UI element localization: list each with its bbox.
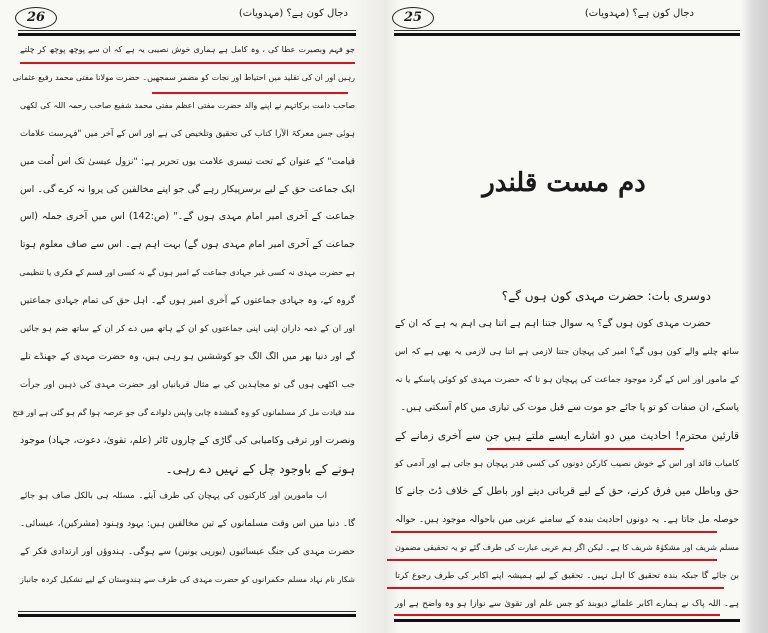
header-rule xyxy=(394,30,740,31)
text-line: کامیاب قائد اور اس کے خوش نصیب کارکن دونوں کی کسی قدر پہچان ہو جاتی ہے اور آدمی کو xyxy=(395,459,739,469)
red-underline xyxy=(152,92,348,94)
header-rule-thick xyxy=(394,33,740,36)
text-line: مند قیادت مل کر مسلمانوں کو وہ گمشدہ چابی واپس دلوادے گی جو عرصہ ہوا گم ہو گئی ہے اور فتح xyxy=(12,407,355,417)
running-header: دجال کون ہے؟ (مہدویات) xyxy=(584,8,694,19)
text-line: جماعت کے آخری امیر امام مہدی ہوں گے) بہت اہم ہے۔ اس سے صاف معلوم ہوتا xyxy=(20,239,355,251)
running-header: دجال کون ہے؟ (مہدویات) xyxy=(238,8,348,19)
text-line: اور ان کے ذمہ داران اپنی اپنی جماعتوں کو ان کے ہاتھ میں دے کر ان کے ساتھ ضم ہو جائیں xyxy=(20,324,355,334)
text-line: شکار نام نہاد مسلم حکمرانوں کو حضرت مہدی کی طرف سے ہندوستان کے لیے تشکیل کردہ جانباز xyxy=(20,575,355,585)
text-line: حوصلہ مل جاتا ہے۔ یہ دونوں احادیث بندہ کے سامنے عربی میں باحوالہ موجود ہیں۔ حوالہ xyxy=(395,515,739,525)
text-line: ہونے کے باوجود چل کے نہیں دے رہی۔ xyxy=(165,461,355,476)
text-line: جب اکٹھی ہوں گی تو مجاہدین کی بے مثال قربانیاں اور حضرت مہدی کی ذہین اور جرأت xyxy=(20,379,355,390)
text-line: رہیں اور ان کی تقلید میں احتیاط اور نجات کو مضمر سمجھیں۔ حضرت مولانا مفتی محمد رفیع عثمانی xyxy=(12,72,355,82)
red-underline xyxy=(387,559,717,561)
red-underline xyxy=(394,614,720,616)
text-line: اب مامورین اور کارکنوں کی پہچان کی طرف آیئے۔ مسئلہ ہی بالکل صاف ہو جائے xyxy=(20,491,327,502)
text-line: ہے۔ اللہ پاک نے ہمارے اکابر علمائے دیوبند کو جس علم اور تقویٰ سے نوازا ہو وہ واضح ہے اور xyxy=(395,599,739,609)
header-rule xyxy=(18,30,356,31)
footer-rule xyxy=(18,611,356,612)
text-line: ساتھ چلنے والے کون ہوں گے؟ امیر کی پہچان جتنا لازمی ہے اتنا ہی لازمی یہ بھی ہے کہ اس xyxy=(395,347,739,357)
text-line: جو فہم وبصیرت عطا کی ، وہ کامل ہے ہماری خوش نصیبی یہ ہے کہ ان سے پوچھ پوچھ کر چلتے xyxy=(20,45,355,54)
footer-rule-thick xyxy=(394,619,740,622)
red-underline xyxy=(387,587,724,589)
text-line: بن جائے گا جبکہ بندہ تحقیق کا اہل نہیں۔ تحقیق کے لیے ہمیشہ اپنے اکابر کی طرف رجوع کرتا xyxy=(395,571,739,581)
text-line: کے مامور اور اس کے گرد موجود جماعت کی پہچان ہو تا کہ حضرت مہدی کو کوئی پاسکے یا نہ xyxy=(395,375,739,385)
red-underline xyxy=(20,62,355,64)
red-underline xyxy=(487,448,684,450)
right-page xyxy=(384,0,768,633)
text-line: ہوئی جس معرکۃ الآرا کتاب کی تحقیق وتلخیص کی ہے اور اس کے آخر میں "فہرست علامات xyxy=(20,128,355,139)
chapter-title: دم مست قلندر xyxy=(482,168,646,198)
text-line: ہے حضرت مہدی نہ کسی غیر جہادی جماعت کے امیر ہوں گے نہ کسی اور قسم کے فکری یا تنظیمی xyxy=(19,268,355,278)
red-underline xyxy=(391,531,717,533)
text-line: پاسکے، ان صفات کو تو پا جائے جو موت سے قبل موت کی تیاری میں کام آسکتی ہیں۔ xyxy=(400,402,739,413)
text-line: دوسری بات: حضرت مہدی کون ہوں گے؟ xyxy=(501,289,711,303)
header-rule-thick xyxy=(18,33,356,36)
footer-rule-thick xyxy=(18,614,356,617)
text-line: صاحب دامت برکاتہم نے اپنے والد حضرت مفتی اعظم مفتی محمد شفیع صاحب رحمہ اللہ کی لکھی xyxy=(20,100,355,110)
text-line: حضرت مہدی کی جنگ عیسائیوں (یورپی یونین) سے ہوگی۔ ہندوؤں اور ارتدادی فکر کے xyxy=(20,547,355,558)
text-line: ایک جماعت حق کے لیے برسرپیکار رہے گی جو اپنے مخالفین کی پروا نہ کرے گی۔ اس xyxy=(20,183,355,195)
text-line: گے اور دنیا بھر میں الگ الگ جو کوششیں ہو رہی ہیں، وہ حضرت مہدی کے جھنڈے تلے xyxy=(20,351,355,362)
text-line: حق وباطل میں فرق کرنے، حق کے لیے قربانی دینے اور باطل کے خلاف ڈٹ جانے کا xyxy=(395,486,739,497)
text-line: قارئین محترم! احادیث میں دو اشارے ایسے ملتے ہیں جن سے آخری زمانے کے xyxy=(395,430,739,442)
text-line: مسلم شریف اور مشکوٰۃ شریف کا ہے۔ لیکن اگر ہم عربی عبارت کی طرف گئے تو یہ تحقیقی مضمون xyxy=(395,543,739,552)
page-number: 25 xyxy=(392,7,434,29)
text-line: ونصرت اور ترقی وکامیابی کی گاڑی کے چاروں ٹائر (علم، تقویٰ، دعوت، جہاد) موجود xyxy=(20,434,355,446)
text-line: قیامت" کے عنوان کے تحت تیسری علامت یوں تحریر ہے: "نزول عیسیٰ تک اس اُمت میں xyxy=(20,156,355,167)
page-number: 26 xyxy=(15,7,57,29)
text-line: حضرت مہدی کون ہوں گے؟ یہ سوال جتنا اہم ہے اتنا ہی اہم یہ ہے کہ ان کے xyxy=(395,318,711,329)
text-line: گروہ کے، وہ جہادی جماعتوں کے آخری امیر ہوں گے۔ اہل حق کی تمام جہادی جماعتیں xyxy=(20,296,355,307)
text-line: جماعت کے آخری امیر امام مہدی ہوں گے۔" (ص:142) اس میں آخری جملہ (اس xyxy=(20,211,355,223)
text-line: گا۔ دنیا میں اس وقت مسلمانوں کے تین مخالفین ہیں: یہود وہنود (مشرکین)، عیسائی۔ xyxy=(20,519,355,530)
